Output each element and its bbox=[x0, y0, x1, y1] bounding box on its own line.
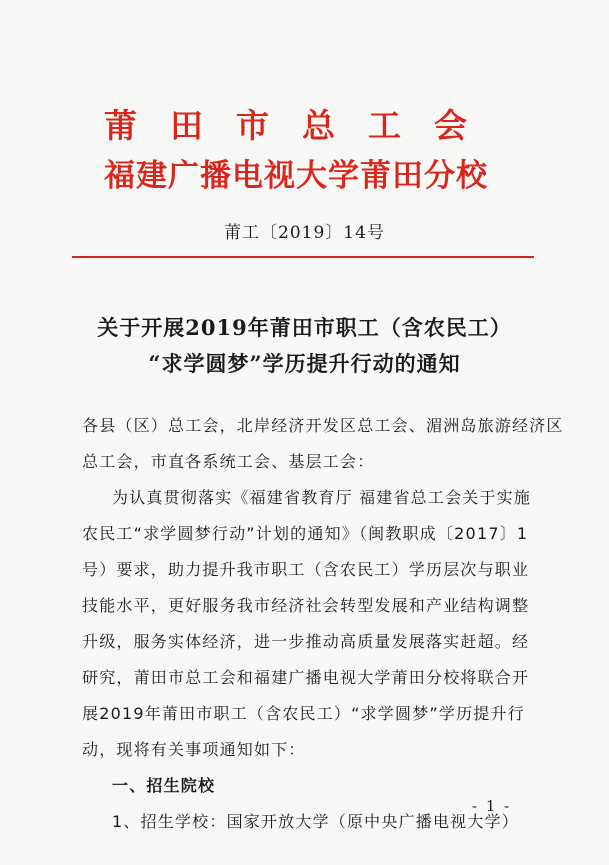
body-paragraph-line: 技能水平，更好服务我市经济社会转型发展和产业结构调整 bbox=[82, 596, 530, 615]
body-paragraph-line: 动，现将有关事项通知如下： bbox=[82, 740, 306, 759]
body-paragraph-line: 号）要求，助力提升我市职工（含农民工）学历层次与职业 bbox=[82, 560, 530, 579]
section-heading: 一、招生院校 bbox=[112, 776, 216, 795]
page-number: - 1 - bbox=[472, 797, 512, 815]
notice-title-line-1: 关于开展2019年莆田市职工（含农民工） bbox=[97, 315, 512, 340]
red-divider bbox=[72, 256, 534, 258]
addressee-line-2: 总工会，市直各系统工会、基层工会： bbox=[82, 452, 375, 471]
body-paragraph-line: 农民工“求学圆梦行动”计划的通知》（闽教职成〔2017〕1 bbox=[82, 524, 529, 543]
body-paragraph-line: 展2019年莆田市职工（含农民工）“求学圆梦”学历提升行 bbox=[82, 704, 525, 723]
body-paragraph-line: 研究，莆田市总工会和福建广播电视大学莆田分校将联合开 bbox=[82, 668, 530, 687]
addressee-line-1: 各县（区）总工会，北岸经济开发区总工会、湄洲岛旅游经济区 bbox=[82, 416, 564, 435]
notice-title-line-2: “求学圆梦”学历提升行动的通知 bbox=[148, 351, 461, 376]
body-paragraph-line: 升级，服务实体经济，进一步推动高质量发展落实赶超。经 bbox=[82, 632, 530, 651]
issuing-org-2: 福建广播电视大学莆田分校 bbox=[104, 158, 488, 194]
document-number: 莆工〔2019〕14号 bbox=[224, 223, 385, 243]
body-paragraph-line: 为认真贯彻落实《福建省教育厅 福建省总工会关于实施 bbox=[112, 488, 532, 507]
list-item: 1、招生学校：国家开放大学（原中央广播电视大学） bbox=[112, 812, 519, 831]
issuing-org-1: 莆田市总工会 bbox=[104, 106, 500, 145]
